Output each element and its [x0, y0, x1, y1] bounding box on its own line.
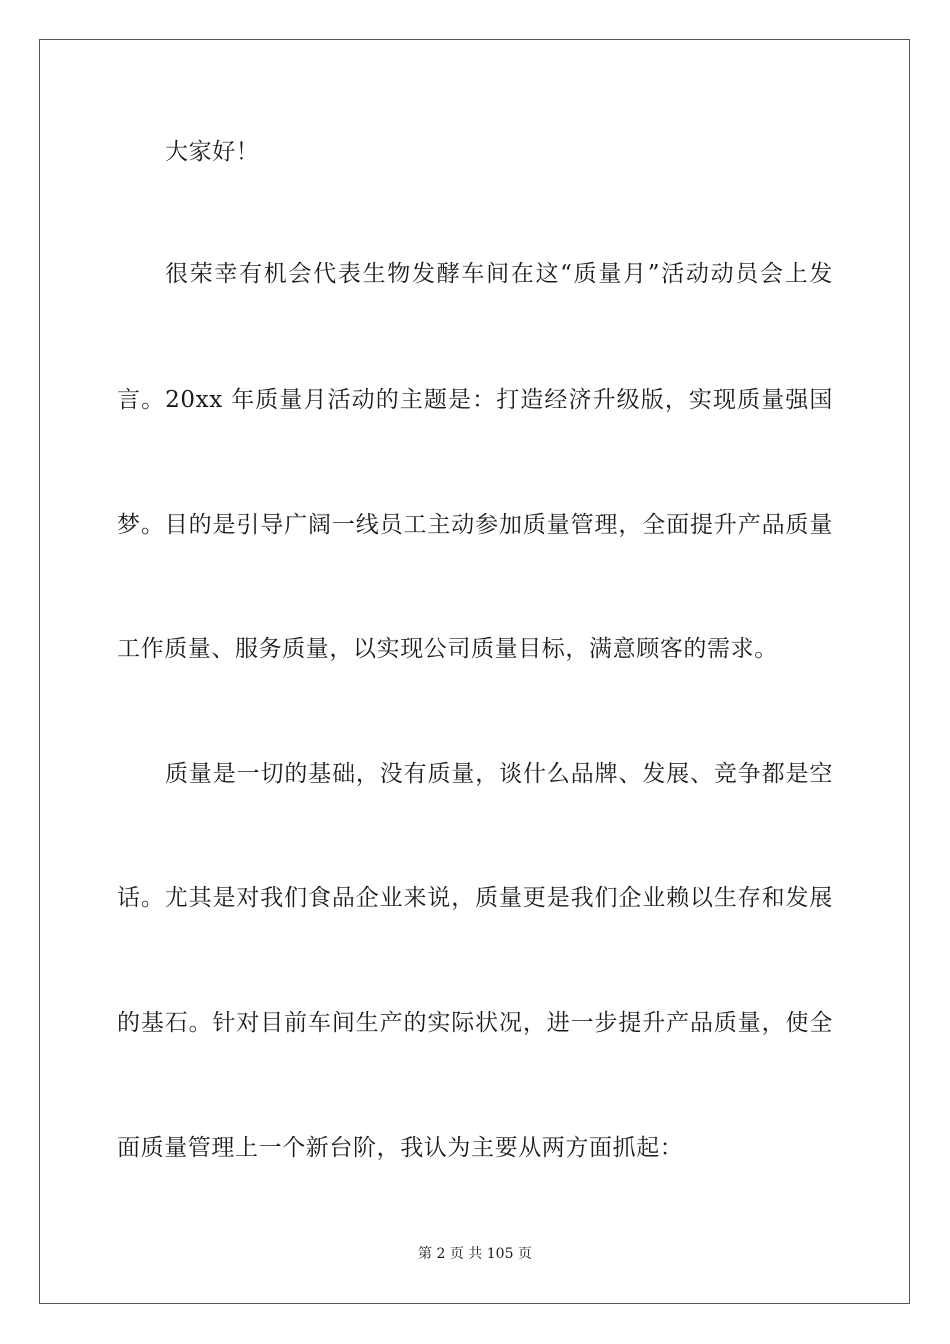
- page-number-footer: 第 2 页 共 105 页: [418, 1246, 532, 1262]
- paragraph-1-line-4: 工作质量、服务质量，以实现公司质量目标，满意顾客的需求。: [117, 636, 778, 662]
- paragraph-1-line-1: 很荣幸有机会代表生物发酵车间在这“质量月”活动动员会上发: [165, 261, 833, 287]
- paragraph-1-line-3: 梦。目的是引导广阔一线员工主动参加质量管理，全面提升产品质量: [117, 512, 833, 538]
- paragraph-2-line-4: 面质量管理上一个新台阶，我认为主要从两方面抓起：: [117, 1135, 684, 1161]
- greeting-line: 大家好！: [165, 139, 260, 165]
- paragraph-2-line-2: 话。尤其是对我们食品企业来说，质量更是我们企业赖以生存和发展: [117, 885, 833, 911]
- paragraph-1-line-2: 言。20xx 年质量月活动的主题是：打造经济升级版，实现质量强国: [117, 387, 833, 413]
- paragraph-2-line-3: 的基石。针对目前车间生产的实际状况，进一步提升产品质量，使全: [117, 1010, 833, 1036]
- page-border: [39, 39, 910, 1304]
- paragraph-2-line-1: 质量是一切的基础，没有质量，谈什么品牌、发展、竞争都是空: [165, 761, 833, 787]
